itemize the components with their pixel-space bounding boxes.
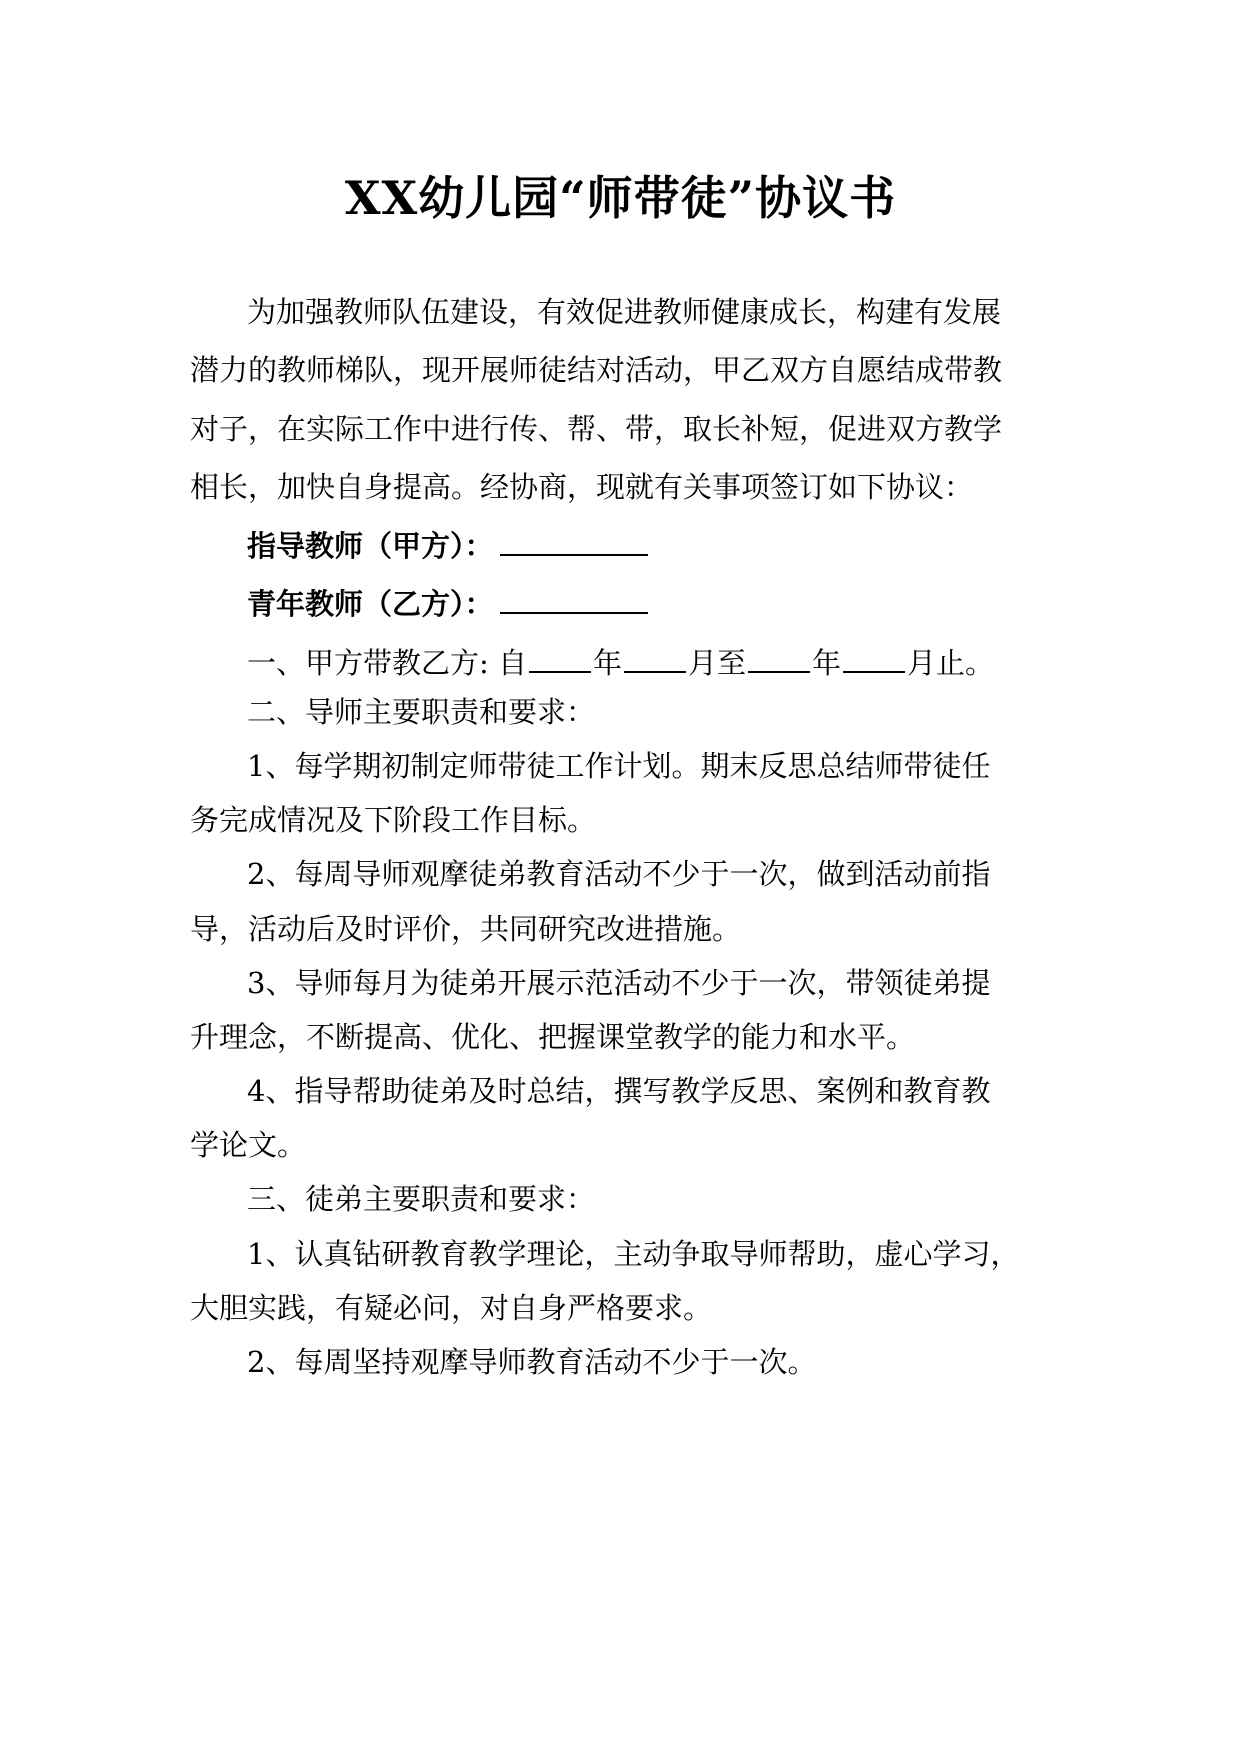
intro-line-3: 对子，在实际工作中进行传、帮、带，取长补短，促进双方教学: [190, 412, 1003, 446]
section2-heading: 二、导师主要职责和要求：: [247, 695, 596, 729]
intro-line-2: 潜力的教师梯队，现开展师徒结对活动，甲乙双方自愿结成带教: [190, 353, 1003, 387]
section2-line-4: 导，活动后及时评价，共同研究改进措施。: [190, 912, 742, 946]
party-b-label: 青年教师（乙方）：: [247, 587, 494, 621]
section2-line-2: 务完成情况及下阶段工作目标。: [190, 803, 597, 837]
page-title: XX幼儿园“师带徒”协议书: [344, 171, 897, 225]
section2-line-7: 4、指导帮助徒弟及时总结，撰写教学反思、案例和教育教: [247, 1074, 991, 1108]
intro-line-1: 为加强教师队伍建设，有效促进教师健康成长，构建有发展: [247, 295, 1002, 329]
section3-line-3: 2、每周坚持观摩导师教育活动不少于一次。: [247, 1345, 817, 1379]
section3-line-1: 1、认真钻研教育教学理论，主动争取导师帮助，虚心学习，: [247, 1237, 1020, 1271]
section2-line-6: 升理念，不断提高、优化、把握课堂教学的能力和水平。: [190, 1020, 916, 1054]
party-b-name-blank[interactable]: [500, 586, 648, 614]
party-a-name-blank[interactable]: [500, 528, 648, 556]
start-year-blank[interactable]: [529, 645, 591, 673]
section2-line-8: 学论文。: [190, 1128, 307, 1162]
end-month-blank[interactable]: [843, 645, 905, 673]
party-b-row: [247, 584, 648, 624]
section2-line-1: 1、每学期初制定师带徒工作计划。期末反思总结师带徒任: [247, 749, 991, 783]
term-prefix: 一、甲方带教乙方: 自: [247, 646, 527, 680]
party-a-row: [247, 526, 648, 566]
section3-heading: 三、徒弟主要职责和要求：: [247, 1182, 596, 1216]
section2-line-3: 2、每周导师观摩徒弟教育活动不少于一次，做到活动前指: [247, 857, 991, 891]
term-year-1: 年: [593, 646, 623, 680]
section3-line-2: 大胆实践，有疑必问，对自身严格要求。: [190, 1291, 713, 1325]
party-a-label: 指导教师（甲方）：: [247, 529, 494, 563]
term-month-2: 月止。: [907, 646, 995, 680]
term-month-1: 月至: [688, 646, 747, 680]
section2-line-5: 3、导师每月为徒弟开展示范活动不少于一次，带领徒弟提: [247, 966, 991, 1000]
start-month-blank[interactable]: [624, 645, 686, 673]
term-year-2: 年: [812, 646, 842, 680]
intro-line-4: 相长，加快自身提高。经协商，现就有关事项签订如下协议：: [190, 470, 974, 504]
end-year-blank[interactable]: [748, 645, 810, 673]
term-row: [247, 643, 994, 683]
